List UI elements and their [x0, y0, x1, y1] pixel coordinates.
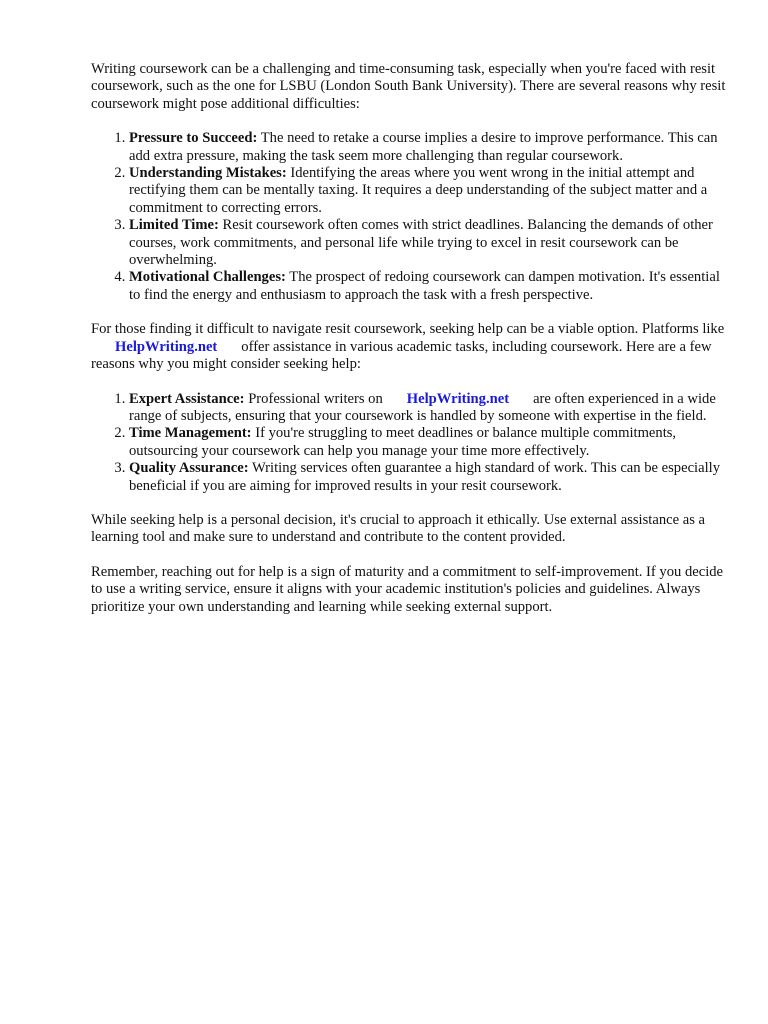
list-item-text: Writing services often guarantee a high standard of work. This can be especially beneficial if you are aiming for improved results in your resit coursework.: [129, 460, 720, 494]
list-item: [129, 460, 731, 495]
list-item-term: Time Management:: [129, 425, 252, 442]
list-item-term: Pressure to Succeed:: [129, 130, 258, 147]
list-item-term: Understanding Mistakes:: [129, 165, 287, 182]
helpwriting-link[interactable]: HelpWriting.net: [115, 338, 218, 355]
list-item-text-after: are often experienced in a wide range of subjects, ensuring that your coursework is handled by someone with expertise in the field.: [129, 390, 716, 424]
list-item-term: Quality Assurance:: [129, 460, 249, 477]
difficulties-list: [91, 130, 731, 304]
list-item-text: If you're struggling to meet deadlines or balance multiple commitments, outsourcing your coursework can help you manage your time more effectively.: [129, 425, 677, 459]
ethics-paragraph: While seeking help is a personal decision, it's crucial to approach it ethically. Use external assistance as a learning tool and make sure to understand and contribute to the content provided.: [91, 511, 705, 546]
list-item: [129, 391, 731, 426]
list-item-text: Identifying the areas where you went wrong in the initial attempt and rectifying them can be mentally taxing. It requires a deep understanding of the subject matter and a commitment to correcting errors.: [129, 165, 708, 216]
list-item-term: Expert Assistance:: [129, 390, 245, 407]
list-item-text-before: Professional writers on: [248, 390, 383, 407]
list-item: [129, 165, 731, 217]
list-item: [129, 130, 731, 165]
closing-paragraph: Remember, reaching out for help is a sign of maturity and a commitment to self-improvement. If you decide to use a writing service, ensure it aligns with your academic institution's policies and guidelines. Always prioritize your own understanding and learning while seeking external support.: [91, 563, 724, 615]
intro-paragraph: Writing coursework can be a challenging and time-consuming task, especially when you're faced with resit coursework, such as the one for LSBU (London South Bank University). There are several reasons why resit coursework might pose additional difficulties:: [91, 61, 726, 112]
list-item-text: Resit coursework often comes with strict deadlines. Balancing the demands of other courses, work commitments, and personal life while trying to excel in resit coursework can be overwhelming.: [129, 217, 713, 269]
help-paragraph-text-before: For those finding it difficult to navigate resit coursework, seeking help can be a viable option. Platforms like: [91, 321, 725, 338]
list-item-term: Limited Time:: [129, 217, 219, 234]
list-item-term: Motivational Challenges:: [129, 269, 286, 286]
list-item: [129, 217, 731, 269]
help-paragraph: [91, 321, 731, 373]
help-paragraph-text-after: offer assistance in various academic tasks, including coursework. Here are a few reasons why you might consider seeking help:: [91, 338, 712, 373]
reasons-list: [91, 391, 731, 495]
list-item: [129, 425, 731, 460]
helpwriting-link[interactable]: HelpWriting.net: [406, 390, 510, 407]
document-page: [91, 61, 731, 633]
list-item: [129, 269, 731, 304]
list-item-text: The prospect of redoing coursework can dampen motivation. It's essential to find the energy and enthusiasm to approach the task with a fresh perspective.: [129, 269, 720, 303]
list-item-text: The need to retake a course implies a desire to improve performance. This can add extra pressure, making the task seem more challenging than regular coursework.: [129, 130, 718, 164]
